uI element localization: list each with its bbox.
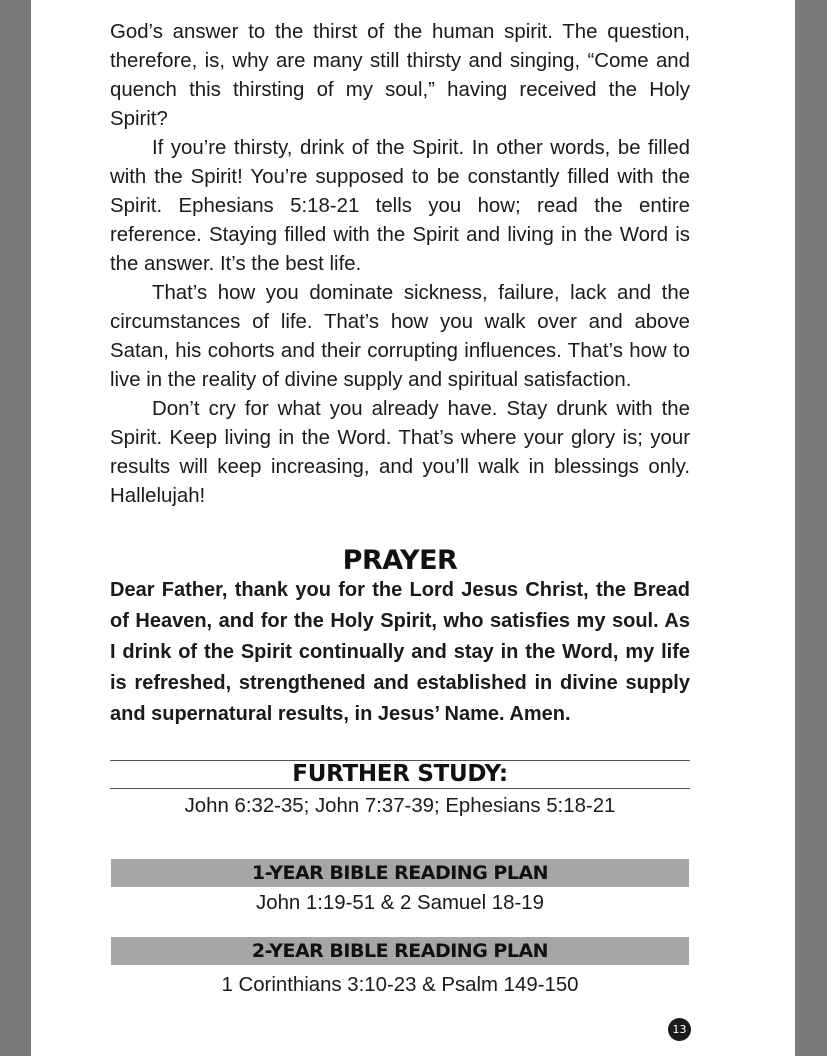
document-page	[31, 0, 795, 1056]
body-paragraph-1: God’s answer to the thirst of the human spirit. The question, therefore, is, why are many still thirsty and singing, “Come and quench this thirsting of my soul,” having received the Holy Spirit?	[110, 21, 690, 130]
further-study-heading: FURTHER STUDY:	[292, 761, 508, 787]
further-study-references: John 6:32-35; John 7:37-39; Ephesians 5:18-21	[184, 795, 616, 817]
body-paragraph-4: Don’t cry for what you already have. Stay drunk with the Spirit. Keep living in the Word. That’s where your glory is; your results will keep increasing, and you’ll walk in blessings only. Hallelujah!	[110, 398, 690, 507]
devotional-body	[110, 18, 690, 511]
two-year-plan-reading: 1 Corinthians 3:10-23 & Psalm 149-150	[221, 974, 579, 996]
further-study-bottom-rule	[110, 788, 690, 789]
page-number-badge: 13	[668, 1018, 691, 1041]
body-paragraph-3: That’s how you dominate sickness, failure, lack and the circumstances of life. That’s how you walk over and above Satan, his cohorts and their corrupting influences. That’s how to live in the reality of divine supply and spiritual satisfaction.	[110, 282, 690, 391]
two-year-plan-heading: 2-YEAR BIBLE READING PLAN	[111, 937, 689, 965]
one-year-plan-reading: John 1:19-51 & 2 Samuel 18-19	[256, 892, 544, 914]
prayer-paragraph: Dear Father, thank you for the Lord Jesus Christ, the Bread of Heaven, and for the Holy Spirit, who satisfies my soul. As I drink of the Spirit continually and stay in the Word, my life is refreshed, strengthened and established in divine supply and supernatural results, in Jesus’ Name. Amen.	[110, 579, 690, 725]
one-year-plan-heading: 1-YEAR BIBLE READING PLAN	[111, 859, 689, 887]
prayer-heading: PRAYER	[342, 545, 458, 576]
body-paragraph-2: If you’re thirsty, drink of the Spirit. In other words, be filled with the Spirit! You’re supposed to be constantly filled with the Spirit. Ephesians 5:18-21 tells you how; read the entire reference. Staying filled with the Spirit and living in the Word is the answer. It’s the best life.	[110, 137, 690, 275]
prayer-text	[110, 575, 690, 730]
